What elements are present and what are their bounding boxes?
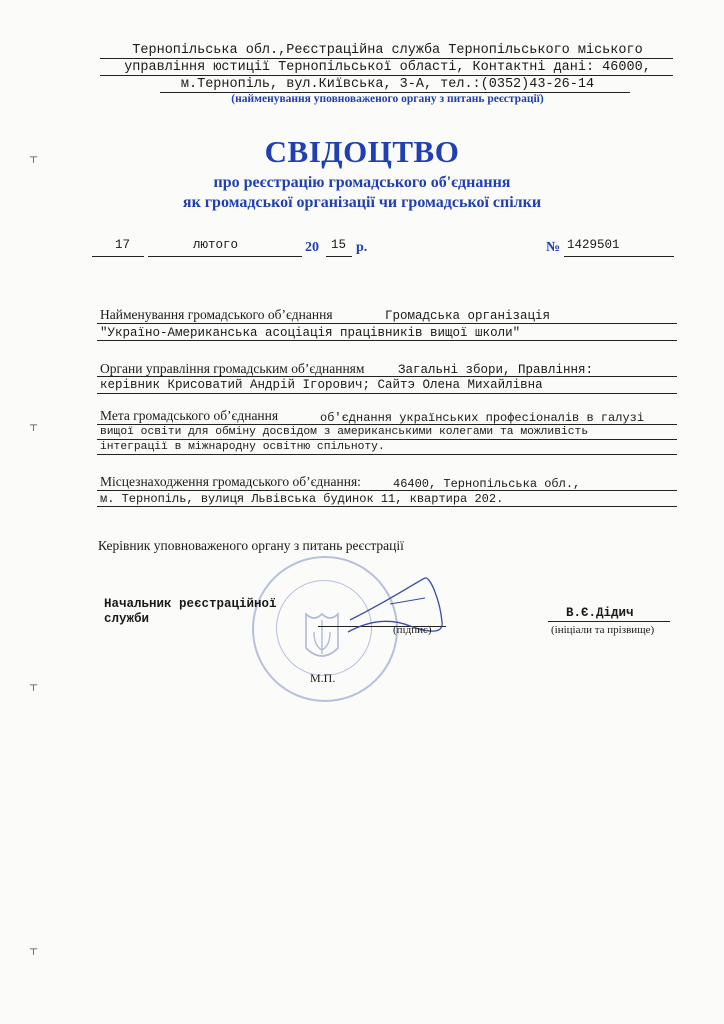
organs-value-2: керівник Крисоватий Андрій Ігорович; Сайтэ Олена Михайлівна bbox=[100, 378, 543, 392]
name-label: Найменування громадського об’єднання bbox=[100, 307, 333, 322]
margin-mark-icon: ┬ bbox=[30, 944, 38, 955]
certificate-number: 1429501 bbox=[567, 238, 620, 252]
header-underline-2 bbox=[100, 75, 673, 76]
goal-value-1: об'єднання українських професіоналів в галузі bbox=[320, 411, 645, 425]
year-prefix: 20 bbox=[305, 240, 319, 255]
header-line-1: Тернопільська обл.,Реєстраційна служба Тернопільського міського bbox=[132, 43, 643, 58]
day-underline bbox=[92, 256, 144, 257]
date-month: лютого bbox=[193, 238, 239, 252]
number-underline bbox=[564, 256, 674, 257]
name-underline bbox=[548, 621, 670, 622]
document-subtitle-2: як громадської організації чи громадської спілки bbox=[182, 194, 542, 211]
document-subtitle-1: про реєстрацію громадського об'єднання bbox=[213, 174, 511, 191]
margin-mark-icon: ┬ bbox=[30, 680, 38, 691]
year-unit: р. bbox=[356, 240, 368, 255]
seal-place-label: М.П. bbox=[310, 671, 336, 685]
organs-label: Органи управління громадським об’єднанням bbox=[100, 361, 365, 376]
header-underline-1 bbox=[100, 58, 673, 59]
organs-line-1 bbox=[97, 376, 677, 377]
official-name: В.Є.Дідич bbox=[566, 606, 634, 620]
date-year: 15 bbox=[331, 238, 347, 252]
name-caption: (ініціали та прізвище) bbox=[551, 624, 655, 636]
signature-caption: (підпис) bbox=[393, 624, 432, 636]
name-value-1: Громадська організація bbox=[385, 309, 551, 323]
authority-caption: (найменування уповноваженого органу з питань реєстрації) bbox=[231, 93, 544, 105]
name-line-1 bbox=[97, 323, 677, 324]
head-label: Керівник уповноваженого органу з питань реєстрації bbox=[98, 538, 404, 553]
location-value-2: м. Тернопіль, вулиця Львівська будинок 11, квартира 202. bbox=[100, 492, 504, 506]
goal-line-3 bbox=[97, 454, 677, 455]
location-line-1 bbox=[97, 490, 677, 491]
location-label: Місцезнаходження громадського об’єднання: bbox=[100, 474, 361, 489]
goal-line-2 bbox=[97, 439, 677, 440]
name-value-2: "Україно-Американська асоціація працівників вищої школи" bbox=[100, 326, 521, 340]
date-day: 17 bbox=[115, 238, 131, 252]
location-line-2 bbox=[97, 506, 677, 507]
goal-label: Мета громадського об’єднання bbox=[100, 408, 279, 423]
margin-mark-icon: ┬ bbox=[30, 420, 38, 431]
month-underline bbox=[148, 256, 302, 257]
document-title: СВІДОЦТВО bbox=[264, 134, 460, 169]
goal-line-1 bbox=[97, 424, 677, 425]
organs-value-1: Загальні збори, Правління: bbox=[398, 363, 594, 377]
margin-mark-icon: ┬ bbox=[30, 152, 38, 163]
header-line-2: управління юстиції Тернопільської області, Контактні дані: 46000, bbox=[124, 60, 651, 75]
organs-line-2 bbox=[97, 393, 677, 394]
goal-value-3: інтеграції в міжнародну освітню спільноту. bbox=[100, 441, 385, 453]
position-line-1: Начальник реєстраційної bbox=[104, 597, 277, 611]
header-line-3: м.Тернопіль, вул.Київська, 3-А, тел.:(0352)43-26-14 bbox=[180, 77, 595, 92]
goal-value-2: вищої освіти для обміну досвідом з американськими колегами та можливість bbox=[100, 426, 589, 438]
year-underline bbox=[326, 256, 352, 257]
name-line-2 bbox=[97, 340, 677, 341]
location-value-1: 46400, Тернопільська обл., bbox=[393, 477, 581, 491]
position-line-2: служби bbox=[104, 612, 150, 626]
number-label: № bbox=[546, 240, 561, 255]
